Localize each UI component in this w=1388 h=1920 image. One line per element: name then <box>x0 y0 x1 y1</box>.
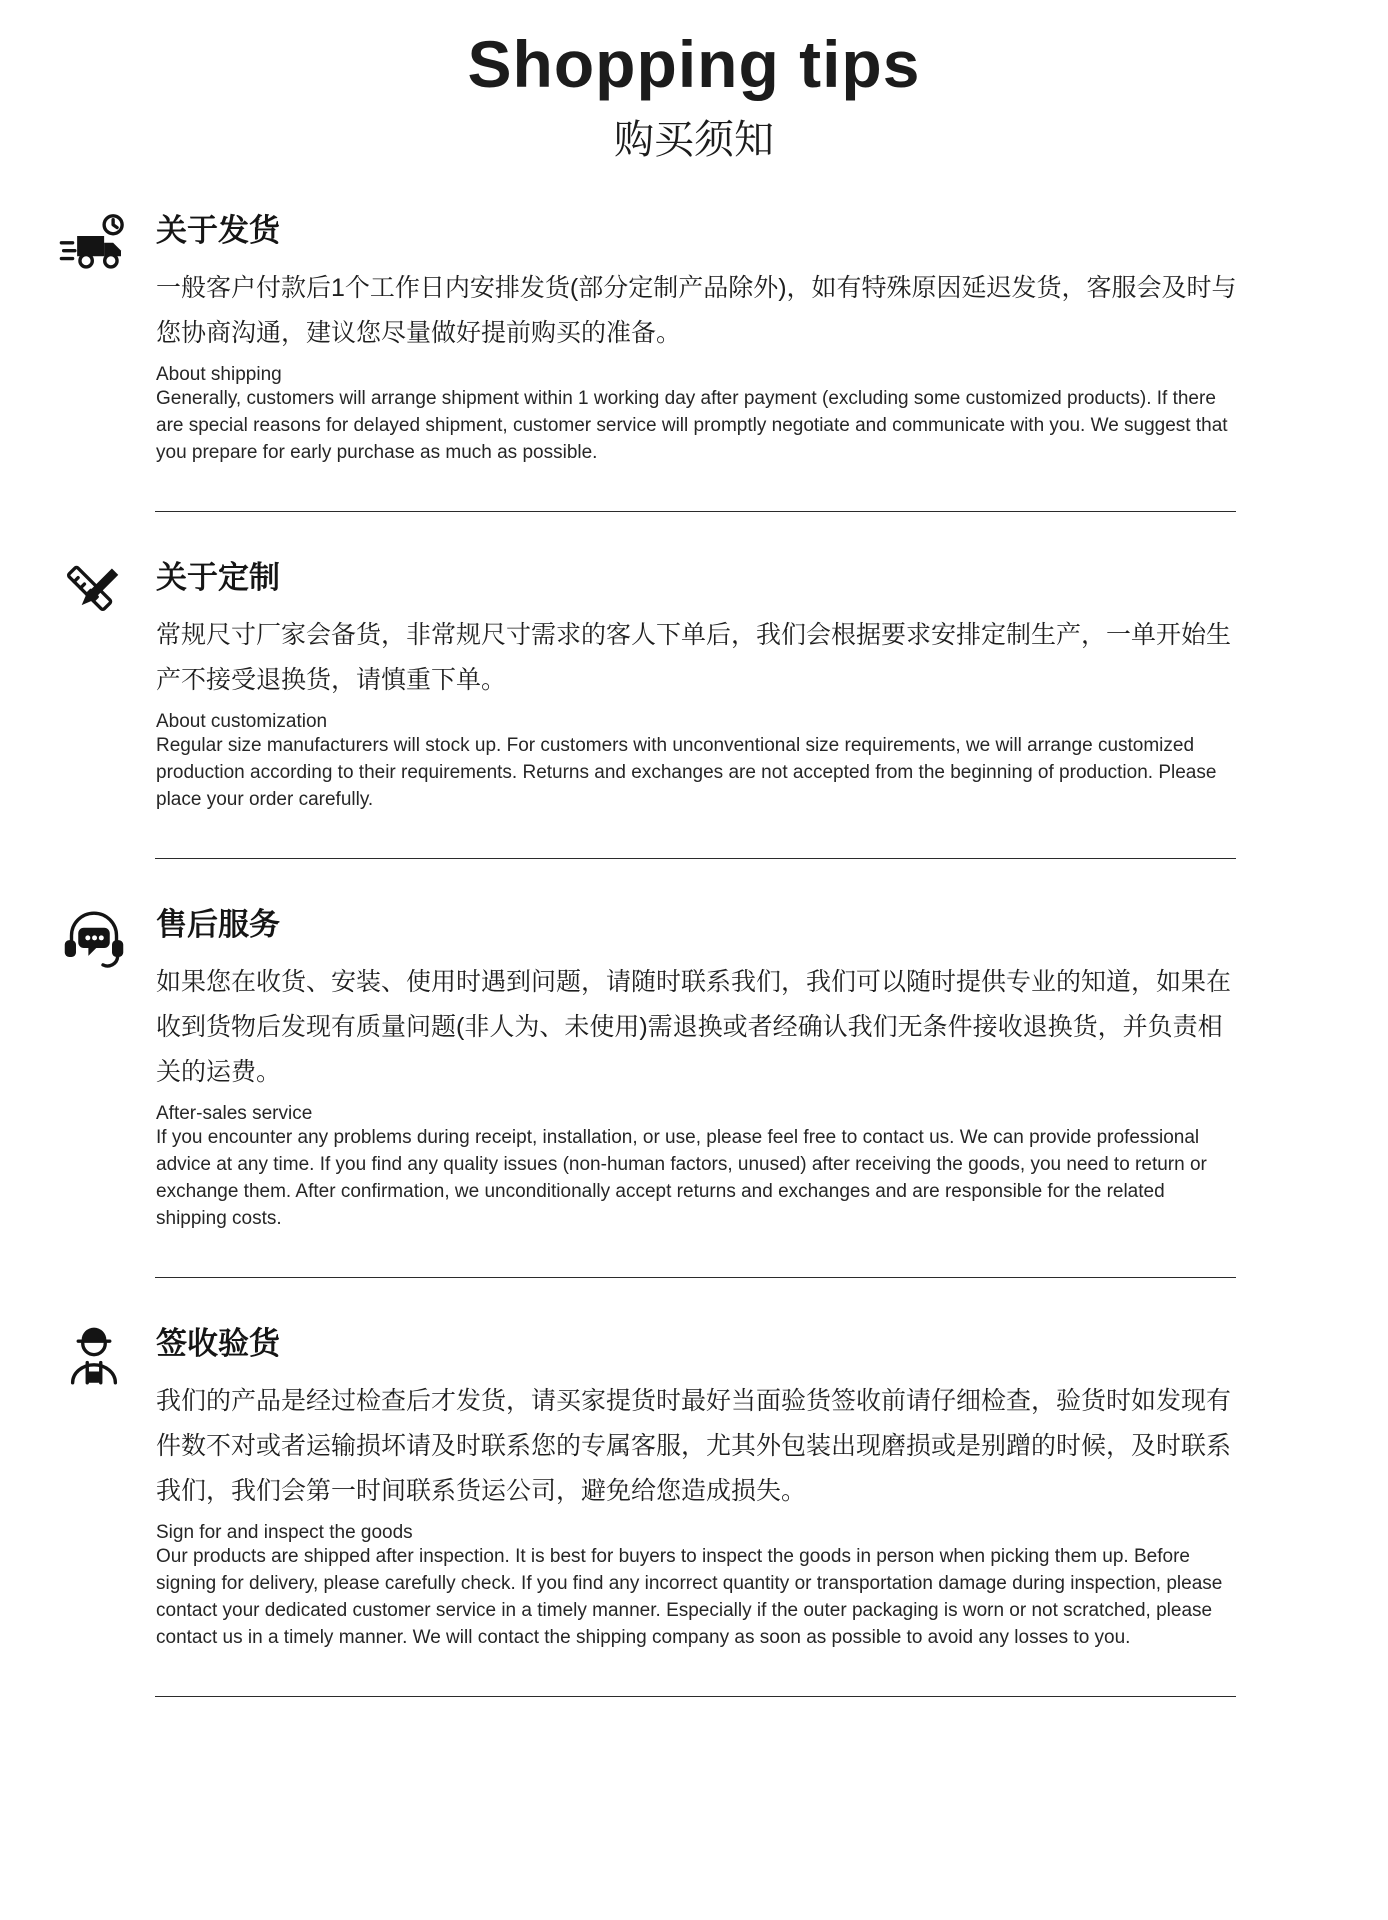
section-inspection <box>0 1278 1388 1652</box>
section-inspection-content <box>156 1318 1238 1652</box>
section-heading-zh: 关于定制 <box>156 559 280 595</box>
section-after-sales <box>0 859 1388 1233</box>
page-title: Shopping tips <box>467 27 921 101</box>
courier-worker-icon <box>58 1318 156 1394</box>
section-divider <box>155 1696 1236 1697</box>
delivery-truck-icon <box>58 205 156 281</box>
section-heading-en: Sign for and inspect the goods <box>156 1521 413 1543</box>
section-body-en: If you encounter any problems during receipt, installation, or use, please feel free to contact us. We can provide professional advice at any time. If you find any quality issues (non-human factors, unused) after receiving the goods, you need to return or exchange them. After confirmation, we unconditionally accept returns and exchanges and are responsible for the related shipping costs. <box>156 1126 1207 1229</box>
customer-service-headset-icon <box>58 899 156 975</box>
pencil-ruler-icon <box>58 552 156 628</box>
section-after-sales-content <box>156 899 1238 1233</box>
page-subtitle: 购买须知 <box>614 118 774 162</box>
section-customization <box>0 512 1388 814</box>
section-heading-en: After-sales service <box>156 1102 313 1124</box>
section-shipping <box>0 165 1388 467</box>
section-body-zh: 如果您在收货、安装、使用时遇到问题，请随时联系我们，我们可以随时提供专业的知道，如果在收到货物后发现有质量问题(非人为、未使用)需退换或者经确认我们无条件接收退换货，并负责相关的运费。 <box>156 967 1232 1086</box>
section-heading-en: About shipping <box>156 364 282 385</box>
section-heading-en: About customization <box>156 710 328 732</box>
section-body-en: Generally, customers will arrange shipment within 1 working day after payment (excluding some customized products). If there are special reasons for delayed shipment, customer service will promptly negotiate and communicate with you. We suggest that you prepare for early purchase as much as possible. <box>156 388 1228 463</box>
section-body-en: Our products are shipped after inspection. It is best for buyers to inspect the goods in person when picking them up. Before signing for delivery, please carefully check. If you find any incorrect quantity or transportation damage during inspection, please contact your dedicated customer service in a timely manner. Especially if the outer packaging is worn or not scratched, please contact us in a timely manner. We will contact the shipping company as soon as possible to avoid any losses to you. <box>156 1545 1223 1648</box>
section-shipping-content <box>156 205 1238 467</box>
section-heading-zh: 售后服务 <box>156 906 280 942</box>
section-heading-zh: 关于发货 <box>156 213 280 248</box>
section-body-zh: 常规尺寸厂家会备货，非常规尺寸需求的客人下单后，我们会根据要求安排定制生产，一单开始生产不接受退换货，请慎重下单。 <box>156 620 1232 694</box>
section-body-zh: 我们的产品是经过检查后才发货，请买家提货时最好当面验货签收前请仔细检查，验货时如发现有件数不对或者运输损坏请及时联系您的专属客服，尤其外包装出现磨损或是别蹭的时候，及时联系我们，我们会第一时间联系货运公司，避免给您造成损失。 <box>156 1386 1232 1505</box>
section-body-zh: 一般客户付款后1个工作日内安排发货(部分定制产品除外)，如有特殊原因延迟发货，客服会及时与您协商沟通，建议您尽量做好提前购买的准备。 <box>156 274 1237 347</box>
section-heading-zh: 签收验货 <box>156 1325 280 1361</box>
section-customization-content <box>156 552 1238 814</box>
page-header <box>0 0 1388 165</box>
section-body-en: Regular size manufacturers will stock up. For customers with unconventional size requirements, we will arrange customized production according to their requirements. Returns and exchanges are not accepted from the beginning of production. Please place your order carefully. <box>156 734 1217 810</box>
